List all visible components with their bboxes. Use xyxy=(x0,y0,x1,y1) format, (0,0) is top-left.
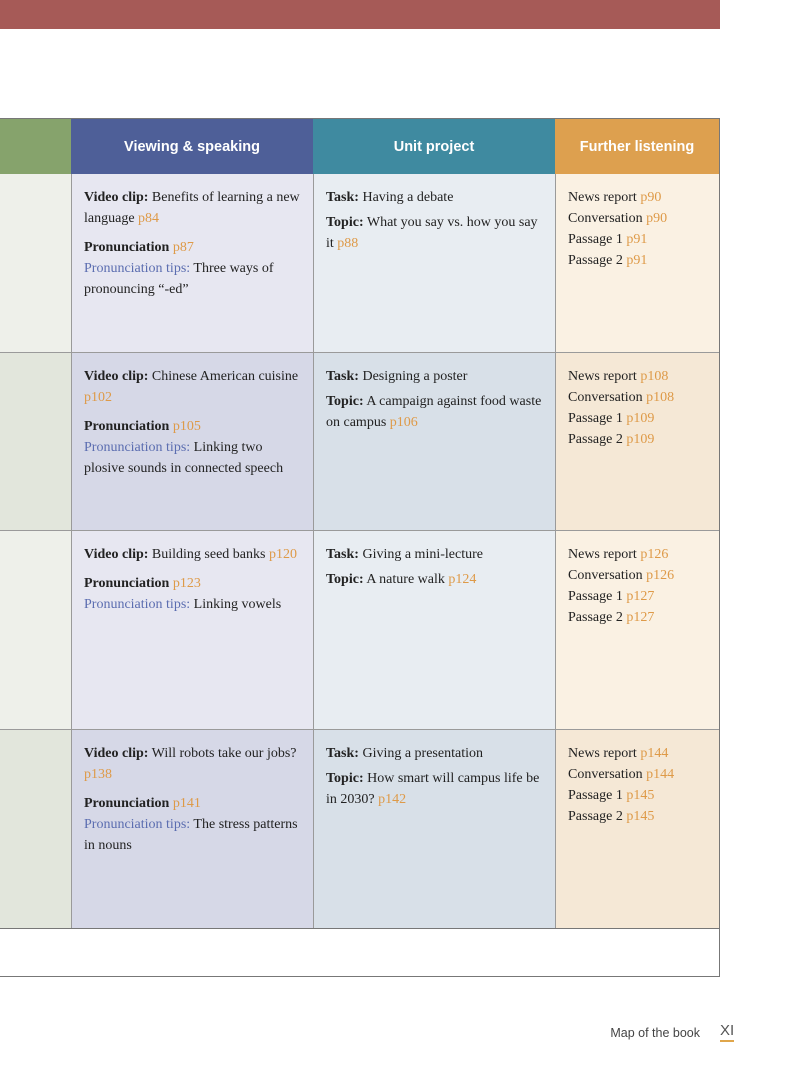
page-ref: p106 xyxy=(389,415,418,430)
page-ref: p124 xyxy=(448,572,477,587)
video-clip-title: Chinese American cuisine xyxy=(151,369,299,384)
unit-cell xyxy=(0,531,71,730)
book-map-table xyxy=(0,118,720,977)
video-clip-label: Video clip: xyxy=(84,369,149,384)
listening-cell xyxy=(555,353,719,531)
page-ref: p102 xyxy=(84,390,112,405)
listening-item: Conversation p90 xyxy=(568,211,668,226)
pronunciation-tips-label: Pronunciation tips: xyxy=(84,817,191,832)
row-divider xyxy=(0,928,719,929)
viewing-cell xyxy=(71,531,313,730)
topic-label: Topic: xyxy=(326,215,364,230)
top-color-band xyxy=(0,0,720,29)
pronunciation-tips-label: Pronunciation tips: xyxy=(84,261,191,276)
video-clip-label: Video clip: xyxy=(84,190,149,205)
topic-text: A nature walk xyxy=(366,572,445,587)
listening-cell xyxy=(555,174,719,352)
topic-text: A campaign against food waste on campus xyxy=(326,394,542,430)
page-ref: p120 xyxy=(268,547,297,562)
unit-cell xyxy=(0,730,71,929)
project-cell xyxy=(313,531,555,730)
task-label: Task: xyxy=(326,746,359,761)
listening-item: News report p126 xyxy=(568,547,669,562)
task-text: Designing a poster xyxy=(362,369,468,384)
listening-item: Conversation p108 xyxy=(568,390,675,405)
task-label: Task: xyxy=(326,369,359,384)
task-text: Giving a presentation xyxy=(362,746,483,761)
task-label: Task: xyxy=(326,547,359,562)
pronunciation-tips-text: The stress patterns in nouns xyxy=(84,817,298,853)
page-ref: p105 xyxy=(172,419,201,434)
header-further-listening: Further listening xyxy=(555,119,719,174)
topic-label: Topic: xyxy=(326,771,364,786)
unit-cell xyxy=(0,353,71,531)
pronunciation-tips-text: Linking two plosive sounds in connected speech xyxy=(84,440,284,476)
project-cell xyxy=(313,730,555,929)
listening-cell xyxy=(555,730,719,929)
pronunciation-label: Pronunciation xyxy=(84,240,170,255)
page-ref: p84 xyxy=(138,211,160,226)
task-label: Task: xyxy=(326,190,359,205)
pronunciation-label: Pronunciation xyxy=(84,796,170,811)
unit-cell xyxy=(0,174,71,352)
pronunciation-tips-label: Pronunciation tips: xyxy=(84,597,191,612)
listening-cell xyxy=(555,531,719,730)
viewing-cell xyxy=(71,353,313,531)
listening-item: News report p108 xyxy=(568,369,669,384)
video-clip-title: Benefits of learning a new language xyxy=(84,190,300,226)
pronunciation-tips-text: Three ways of pronouncing “-ed” xyxy=(84,261,274,297)
listening-item: Passage 2 p127 xyxy=(568,610,655,625)
task-text: Having a debate xyxy=(362,190,454,205)
page-ref: p87 xyxy=(172,240,194,255)
listening-item: Passage 1 p127 xyxy=(568,589,655,604)
video-clip-label: Video clip: xyxy=(84,547,149,562)
footer-label: Map of the book xyxy=(610,1026,700,1040)
listening-item: Passage 2 p91 xyxy=(568,253,648,268)
topic-text: What you say vs. how you say it xyxy=(326,215,538,251)
topic-label: Topic: xyxy=(326,394,364,409)
listening-item: Passage 2 p145 xyxy=(568,809,655,824)
pronunciation-label: Pronunciation xyxy=(84,576,170,591)
project-cell xyxy=(313,174,555,352)
project-cell xyxy=(313,353,555,531)
topic-label: Topic: xyxy=(326,572,364,587)
topic-text: How smart will campus life be in 2030? xyxy=(326,771,540,807)
listening-item: News report p144 xyxy=(568,746,669,761)
listening-item: Conversation p144 xyxy=(568,767,675,782)
listening-item: Passage 2 p109 xyxy=(568,432,655,447)
header-viewing-speaking: Viewing & speaking xyxy=(71,119,313,174)
page-ref: p142 xyxy=(378,792,407,807)
listening-item: Passage 1 p91 xyxy=(568,232,648,247)
listening-item: Conversation p126 xyxy=(568,568,675,583)
page-ref: p123 xyxy=(172,576,201,591)
pronunciation-label: Pronunciation xyxy=(84,419,170,434)
page-ref: p88 xyxy=(337,236,359,251)
task-text: Giving a mini-lecture xyxy=(362,547,483,562)
video-clip-title: Will robots take our jobs? xyxy=(151,746,297,761)
video-clip-label: Video clip: xyxy=(84,746,149,761)
viewing-cell xyxy=(71,730,313,929)
viewing-cell xyxy=(71,174,313,352)
pronunciation-tips-text: Linking vowels xyxy=(193,597,282,612)
listening-item: Passage 1 p109 xyxy=(568,411,655,426)
header-unit-column xyxy=(0,119,71,174)
pronunciation-tips-label: Pronunciation tips: xyxy=(84,440,191,455)
listening-item: Passage 1 p145 xyxy=(568,788,655,803)
header-unit-project: Unit project xyxy=(313,119,555,174)
page-ref: p141 xyxy=(172,796,201,811)
listening-item: News report p90 xyxy=(568,190,662,205)
page-number: XI xyxy=(720,1023,734,1042)
page-ref: p138 xyxy=(84,767,112,782)
video-clip-title: Building seed banks xyxy=(151,547,266,562)
